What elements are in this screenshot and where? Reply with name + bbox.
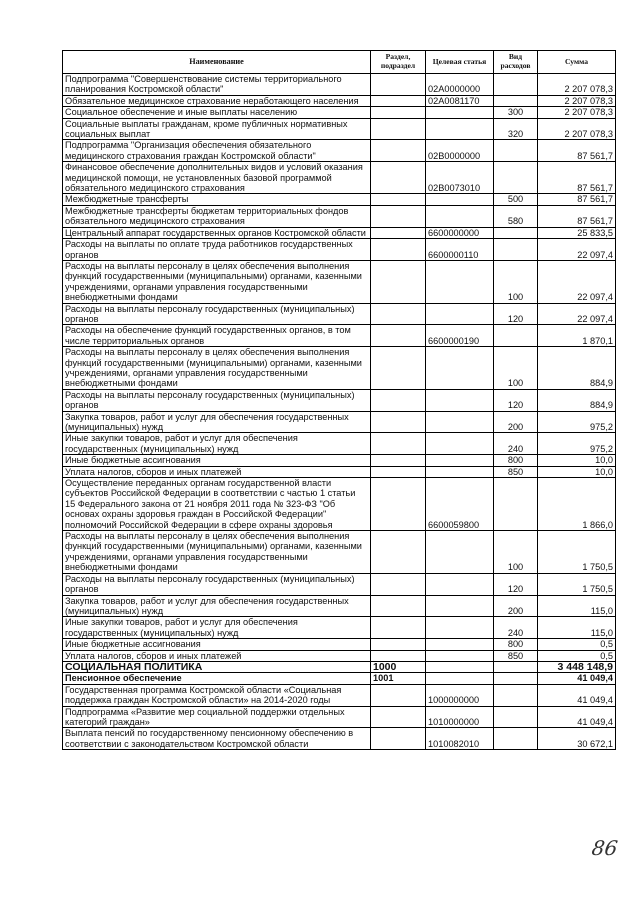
row-name: Обязательное медицинское страхование неработающего населения <box>63 95 371 106</box>
table-row <box>63 95 616 106</box>
row-section <box>371 74 426 96</box>
row-expense-kind <box>494 478 538 531</box>
table-row <box>63 194 616 205</box>
row-name: Иные закупки товаров, работ и услуг для обеспечения государственных (муниципальных) нужд <box>63 617 371 639</box>
header-name: Наименование <box>63 51 371 74</box>
row-section <box>371 573 426 595</box>
row-expense-kind: 300 <box>494 107 538 118</box>
table-row <box>63 140 616 162</box>
row-expense-kind: 850 <box>494 650 538 661</box>
row-target-article: 02В0073010 <box>426 162 494 194</box>
row-name: Межбюджетные трансферты <box>63 194 371 205</box>
row-expense-kind <box>494 728 538 750</box>
row-target-article <box>426 573 494 595</box>
row-section <box>371 162 426 194</box>
row-expense-kind: 120 <box>494 303 538 325</box>
row-name: Расходы на выплаты персоналу в целях обеспечения выполнения функций государственными (муниципальными) органами, казенными учреждениями, органами управления государственными внебюджетными фондами <box>63 260 371 303</box>
row-sum: 41 049,4 <box>538 684 616 706</box>
row-name: Расходы на выплаты по оплате труда работников государственных органов <box>63 239 371 261</box>
table-row <box>63 260 616 303</box>
row-sum: 1 750,5 <box>538 531 616 574</box>
row-sum: 884,9 <box>538 389 616 411</box>
row-target-article <box>426 107 494 118</box>
table-row <box>63 227 616 238</box>
table-row <box>63 595 616 617</box>
row-target-article: 6600000190 <box>426 325 494 347</box>
row-sum: 1 870,1 <box>538 325 616 347</box>
row-expense-kind: 120 <box>494 573 538 595</box>
table-row <box>63 107 616 118</box>
row-target-article <box>426 639 494 650</box>
row-sum: 30 672,1 <box>538 728 616 750</box>
table-row <box>63 728 616 750</box>
table-row <box>63 433 616 455</box>
row-section <box>371 728 426 750</box>
row-sum: 1 750,5 <box>538 573 616 595</box>
row-sum: 975,2 <box>538 433 616 455</box>
row-target-article <box>426 595 494 617</box>
row-expense-kind <box>494 706 538 728</box>
table-row <box>63 650 616 661</box>
row-name: Расходы на выплаты персоналу государственных (муниципальных) органов <box>63 303 371 325</box>
budget-table <box>62 50 616 750</box>
table-row <box>63 74 616 96</box>
row-section <box>371 389 426 411</box>
row-target-article <box>426 617 494 639</box>
table-row <box>63 239 616 261</box>
row-target-article <box>426 433 494 455</box>
row-sum: 22 097,4 <box>538 260 616 303</box>
row-section <box>371 595 426 617</box>
row-target-article: 02А0081170 <box>426 95 494 106</box>
row-name: Центральный аппарат государственных органов Костромской области <box>63 227 371 238</box>
row-name: Социальное обеспечение и иные выплаты населению <box>63 107 371 118</box>
row-target-article: 1000000000 <box>426 684 494 706</box>
row-name: Иные бюджетные ассигнования <box>63 455 371 466</box>
table-row <box>63 118 616 140</box>
row-target-article <box>426 673 494 684</box>
table-row <box>63 478 616 531</box>
row-sum: 2 207 078,3 <box>538 95 616 106</box>
row-section <box>371 466 426 477</box>
row-expense-kind: 800 <box>494 455 538 466</box>
row-expense-kind: 200 <box>494 595 538 617</box>
row-name: Расходы на выплаты персоналу государственных (муниципальных) органов <box>63 389 371 411</box>
row-name: Иные бюджетные ассигнования <box>63 639 371 650</box>
row-section <box>371 706 426 728</box>
row-sum: 3 448 148,9 <box>538 661 616 672</box>
row-section <box>371 617 426 639</box>
row-expense-kind: 100 <box>494 347 538 390</box>
row-sum: 22 097,4 <box>538 303 616 325</box>
row-sum: 87 561,7 <box>538 140 616 162</box>
row-section <box>371 205 426 227</box>
row-name: Закупка товаров, работ и услуг для обеспечения государственных (муниципальных) нужд <box>63 411 371 433</box>
row-expense-kind <box>494 162 538 194</box>
table-row <box>63 455 616 466</box>
row-section <box>371 325 426 347</box>
table-row <box>63 205 616 227</box>
row-expense-kind <box>494 239 538 261</box>
row-target-article <box>426 260 494 303</box>
row-name: Подпрограмма "Организация обеспечения обязательного медицинского страхования граждан Костромской области" <box>63 140 371 162</box>
row-expense-kind <box>494 95 538 106</box>
row-name: Государственная программа Костромской области «Социальная поддержка граждан Костромской области» на 2014-2020 годы <box>63 684 371 706</box>
row-expense-kind: 500 <box>494 194 538 205</box>
row-expense-kind: 100 <box>494 260 538 303</box>
row-sum: 41 049,4 <box>538 673 616 684</box>
row-section <box>371 260 426 303</box>
row-expense-kind: 240 <box>494 433 538 455</box>
table-row <box>63 573 616 595</box>
row-expense-kind <box>494 325 538 347</box>
row-sum: 41 049,4 <box>538 706 616 728</box>
row-target-article <box>426 347 494 390</box>
table-header-row <box>63 51 616 74</box>
row-section <box>371 455 426 466</box>
row-name: Межбюджетные трансферты бюджетам территориальных фондов обязательного медицинского страхования <box>63 205 371 227</box>
row-sum: 2 207 078,3 <box>538 118 616 140</box>
row-target-article: 1010000000 <box>426 706 494 728</box>
table-row <box>63 325 616 347</box>
row-section <box>371 140 426 162</box>
row-target-article: 6600059800 <box>426 478 494 531</box>
row-expense-kind: 240 <box>494 617 538 639</box>
table-row <box>63 706 616 728</box>
row-name: Пенсионное обеспечение <box>63 673 371 684</box>
row-name: Расходы на выплаты персоналу государственных (муниципальных) органов <box>63 573 371 595</box>
row-expense-kind: 800 <box>494 639 538 650</box>
row-name: Закупка товаров, работ и услуг для обеспечения государственных (муниципальных) нужд <box>63 595 371 617</box>
row-sum: 115,0 <box>538 617 616 639</box>
row-section <box>371 95 426 106</box>
row-target-article <box>426 455 494 466</box>
row-name: Расходы на обеспечение функций государственных органов, в том числе территориальных органов <box>63 325 371 347</box>
row-section <box>371 684 426 706</box>
row-name: Финансовое обеспечение дополнительных видов и условий оказания медицинской помощи, не установленных базовой программой обязательного медицинского страхования <box>63 162 371 194</box>
row-expense-kind: 850 <box>494 466 538 477</box>
row-target-article <box>426 389 494 411</box>
row-sum: 22 097,4 <box>538 239 616 261</box>
row-expense-kind <box>494 227 538 238</box>
row-target-article <box>426 303 494 325</box>
row-target-article <box>426 466 494 477</box>
row-sum: 1 866,0 <box>538 478 616 531</box>
page-number: 86 <box>590 836 620 860</box>
row-name: Осуществление переданных органам государственной власти субъектов Российской Федерации в соответствии с частью 1 статьи 15 Федерального закона от 21 ноября 2011 года № 323-ФЗ "Об основах охраны здоровья граждан в Российской Федерации" полномочий Российской Федерации в сфере охраны здоровья <box>63 478 371 531</box>
row-sum: 87 561,7 <box>538 205 616 227</box>
table-body <box>63 74 616 750</box>
row-sum: 2 207 078,3 <box>538 74 616 96</box>
row-target-article <box>426 205 494 227</box>
row-expense-kind: 100 <box>494 531 538 574</box>
row-target-article: 1010082010 <box>426 728 494 750</box>
row-sum: 25 833,5 <box>538 227 616 238</box>
row-section <box>371 531 426 574</box>
row-expense-kind <box>494 74 538 96</box>
row-name: Уплата налогов, сборов и иных платежей <box>63 650 371 661</box>
row-section <box>371 107 426 118</box>
row-target-article: 02А0000000 <box>426 74 494 96</box>
table-row <box>63 466 616 477</box>
row-section <box>371 227 426 238</box>
row-name: Подпрограмма «Развитие мер социальной поддержки отдельных категорий граждан» <box>63 706 371 728</box>
row-sum: 115,0 <box>538 595 616 617</box>
row-name: Уплата налогов, сборов и иных платежей <box>63 466 371 477</box>
header-target: Целевая статья <box>426 51 494 74</box>
row-target-article <box>426 411 494 433</box>
table-row <box>63 639 616 650</box>
table-row <box>63 531 616 574</box>
row-sum: 0,5 <box>538 650 616 661</box>
header-kind: Вид расходов <box>494 51 538 74</box>
row-section <box>371 194 426 205</box>
row-name: Расходы на выплаты персоналу в целях обеспечения выполнения функций государственными (муниципальными) органами, казенными учреждениями, органами управления государственными внебюджетными фондами <box>63 347 371 390</box>
row-sum: 10,0 <box>538 466 616 477</box>
table-row <box>63 684 616 706</box>
row-expense-kind <box>494 661 538 672</box>
row-section: 1001 <box>371 673 426 684</box>
row-expense-kind: 580 <box>494 205 538 227</box>
row-sum: 0,5 <box>538 639 616 650</box>
table-row <box>63 389 616 411</box>
row-sum: 884,9 <box>538 347 616 390</box>
table-row <box>63 347 616 390</box>
row-section <box>371 478 426 531</box>
row-expense-kind <box>494 140 538 162</box>
row-expense-kind: 200 <box>494 411 538 433</box>
row-name: Иные закупки товаров, работ и услуг для обеспечения государственных (муниципальных) нужд <box>63 433 371 455</box>
table-row <box>63 661 616 672</box>
row-sum: 975,2 <box>538 411 616 433</box>
row-target-article: 02В0000000 <box>426 140 494 162</box>
row-sum: 87 561,7 <box>538 194 616 205</box>
row-sum: 10,0 <box>538 455 616 466</box>
header-section: Раздел, подраздел <box>371 51 426 74</box>
row-name: Социальные выплаты гражданам, кроме публичных нормативных социальных выплат <box>63 118 371 140</box>
row-name: Расходы на выплаты персоналу в целях обеспечения выполнения функций государственными (муниципальными) органами, казенными учреждениями, органами управления государственными внебюджетными фондами <box>63 531 371 574</box>
row-section <box>371 411 426 433</box>
table-row <box>63 162 616 194</box>
row-section <box>371 239 426 261</box>
row-target-article <box>426 650 494 661</box>
row-section <box>371 639 426 650</box>
row-target-article <box>426 531 494 574</box>
row-target-article: 6600000110 <box>426 239 494 261</box>
row-expense-kind <box>494 684 538 706</box>
row-section <box>371 118 426 140</box>
row-section <box>371 303 426 325</box>
row-target-article: 6600000000 <box>426 227 494 238</box>
table-row <box>63 673 616 684</box>
table-row <box>63 617 616 639</box>
row-expense-kind <box>494 673 538 684</box>
row-expense-kind: 120 <box>494 389 538 411</box>
header-sum: Сумма <box>538 51 616 74</box>
row-name: СОЦИАЛЬНАЯ ПОЛИТИКА <box>63 661 371 672</box>
row-target-article <box>426 118 494 140</box>
row-name: Подпрограмма "Совершенствование системы территориального планирования Костромской области" <box>63 74 371 96</box>
row-expense-kind: 320 <box>494 118 538 140</box>
row-target-article <box>426 661 494 672</box>
row-name: Выплата пенсий по государственному пенсионному обеспечению в соответствии с законодательством Костромской области <box>63 728 371 750</box>
row-sum: 2 207 078,3 <box>538 107 616 118</box>
row-section <box>371 433 426 455</box>
table-row <box>63 303 616 325</box>
table-row <box>63 411 616 433</box>
row-sum: 87 561,7 <box>538 162 616 194</box>
row-section: 1000 <box>371 661 426 672</box>
budget-table-page <box>62 50 615 750</box>
row-target-article <box>426 194 494 205</box>
row-section <box>371 650 426 661</box>
row-section <box>371 347 426 390</box>
